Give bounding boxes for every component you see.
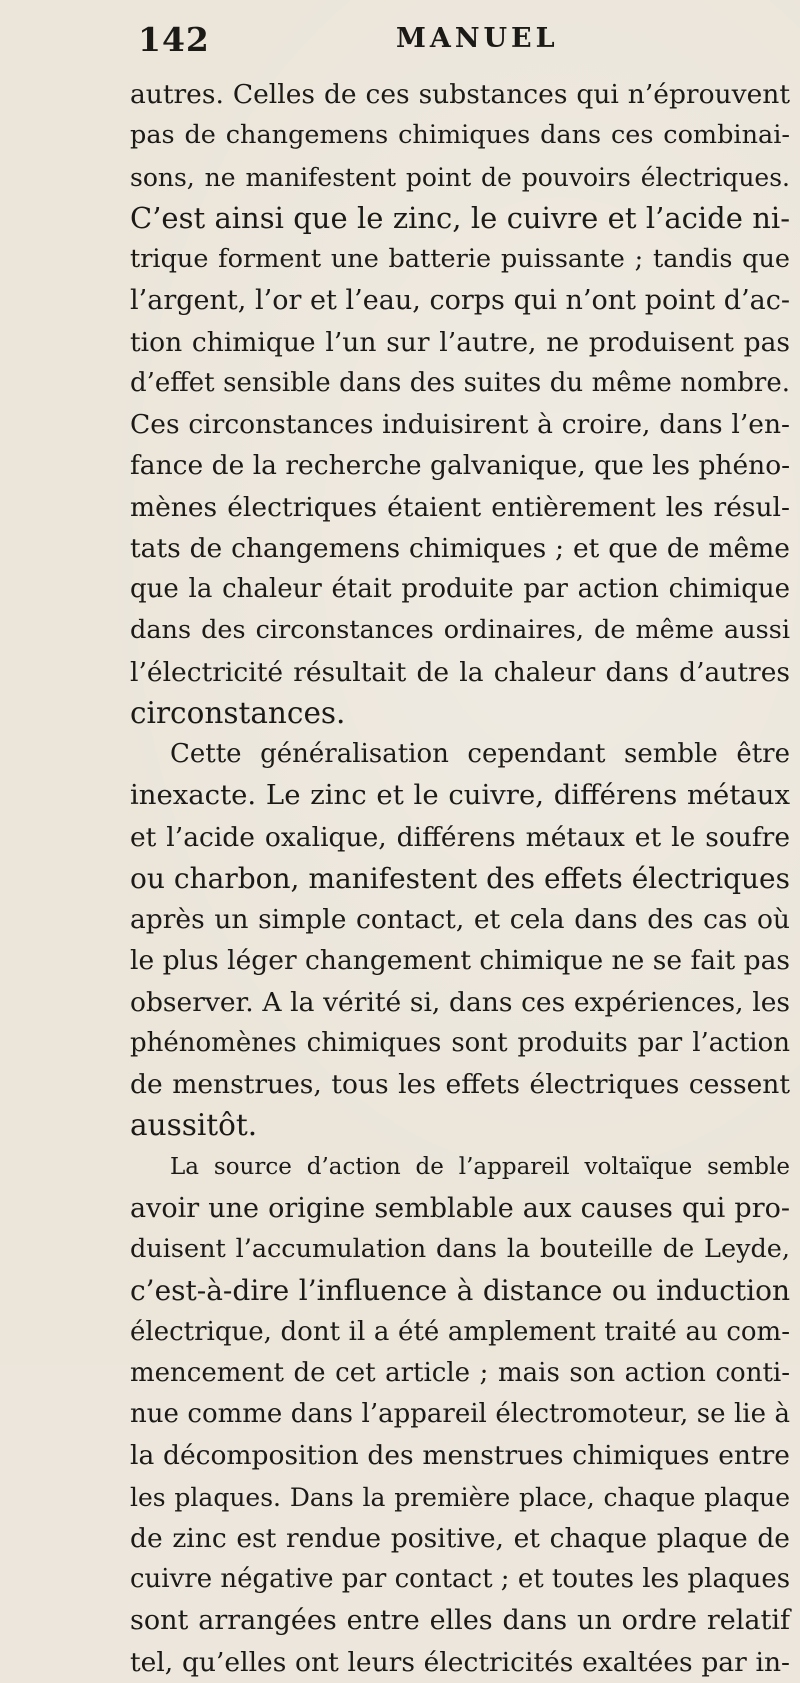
text-line: mencement de cet article ; mais son action conti- [130,1357,790,1388]
page-number: 142 [138,20,210,59]
text-line: C’est ainsi que le zinc, le cuivre et l’acide ni- [130,200,790,235]
running-title: MANUEL [396,23,559,54]
page-header [138,20,658,60]
text-line: observer. A la vérité si, dans ces expériences, les [130,986,790,1018]
text-line: électrique, dont il a été amplement traité au com- [130,1316,790,1347]
text-line: sont arrangées entre elles dans un ordre relatif [130,1605,790,1637]
text-line: trique forment une batterie puissante ; tandis que [130,244,790,274]
text-line: que la chaleur était produite par action chimique [130,574,790,604]
text-line: tion chimique l’un sur l’autre, ne produisent pas [130,326,790,358]
text-line: après un simple contact, et cela dans des cas où [130,904,790,935]
text-line: le plus léger changement chimique ne se fait pas [130,945,790,977]
text-line: et l’acide oxalique, différens métaux et le soufre [130,821,790,853]
text-line: les plaques. Dans la première place, chaque plaque [130,1482,790,1512]
text-line: l’argent, l’or et l’eau, corps qui n’ont point d’ac- [130,285,790,317]
text-line: nue comme dans l’appareil électromoteur, se lie à [130,1399,790,1429]
text-line: dans des circonstances ordinaires, de même aussi [130,615,790,646]
text-line: sons, ne manifestent point de pouvoirs électriques. [130,162,790,192]
text-line: aussitôt. [130,1108,258,1143]
text-line: avoir une origine semblable aux causes qui pro- [130,1192,790,1224]
text-line: de zinc est rendue positive, et chaque plaque de [130,1522,790,1554]
text-line: l’électricité résultait de la chaleur dans d’autres [130,656,790,688]
text-line: tats de changemens chimiques ; et que de même [130,532,790,564]
body-text [130,74,790,1683]
text-line: phénomènes chimiques sont produits par l’action [130,1027,790,1058]
text-line: de menstrues, tous les effets électriques cessent [130,1069,790,1100]
text-line: inexacte. Le zinc et le cuivre, différens métaux [130,779,790,812]
text-line: d’effet sensible dans des suites du même nombre. [130,367,790,398]
text-line: la décomposition des menstrues chimiques entre [130,1440,790,1472]
text-line: fance de la recherche galvanique, que les phéno- [130,450,791,482]
text-line: La source d’action de l’appareil voltaïque semble [170,1153,790,1180]
text-line: Cette généralisation cependant semble être [170,739,790,769]
text-line: duisent l’accumulation dans la bouteille de Leyde, [130,1234,790,1264]
text-line: pas de changemens chimiques dans ces combinai- [130,120,790,151]
text-line: circonstances. [130,695,346,730]
text-line: tel, qu’elles ont leurs électricités exaltées par in- [130,1646,790,1678]
text-line: c’est-à-dire l’influence à distance ou induction [130,1274,790,1308]
text-line: cuivre négative par contact ; et toutes les plaques [130,1564,791,1594]
text-line: autres. Celles de ces substances qui n’éprouvent [130,79,790,110]
text-line: mènes électriques étaient entièrement les résul- [130,491,790,523]
text-line: ou charbon, manifestent des effets électriques [130,861,790,895]
text-line: Ces circonstances induisirent à croire, dans l’en- [130,409,790,440]
